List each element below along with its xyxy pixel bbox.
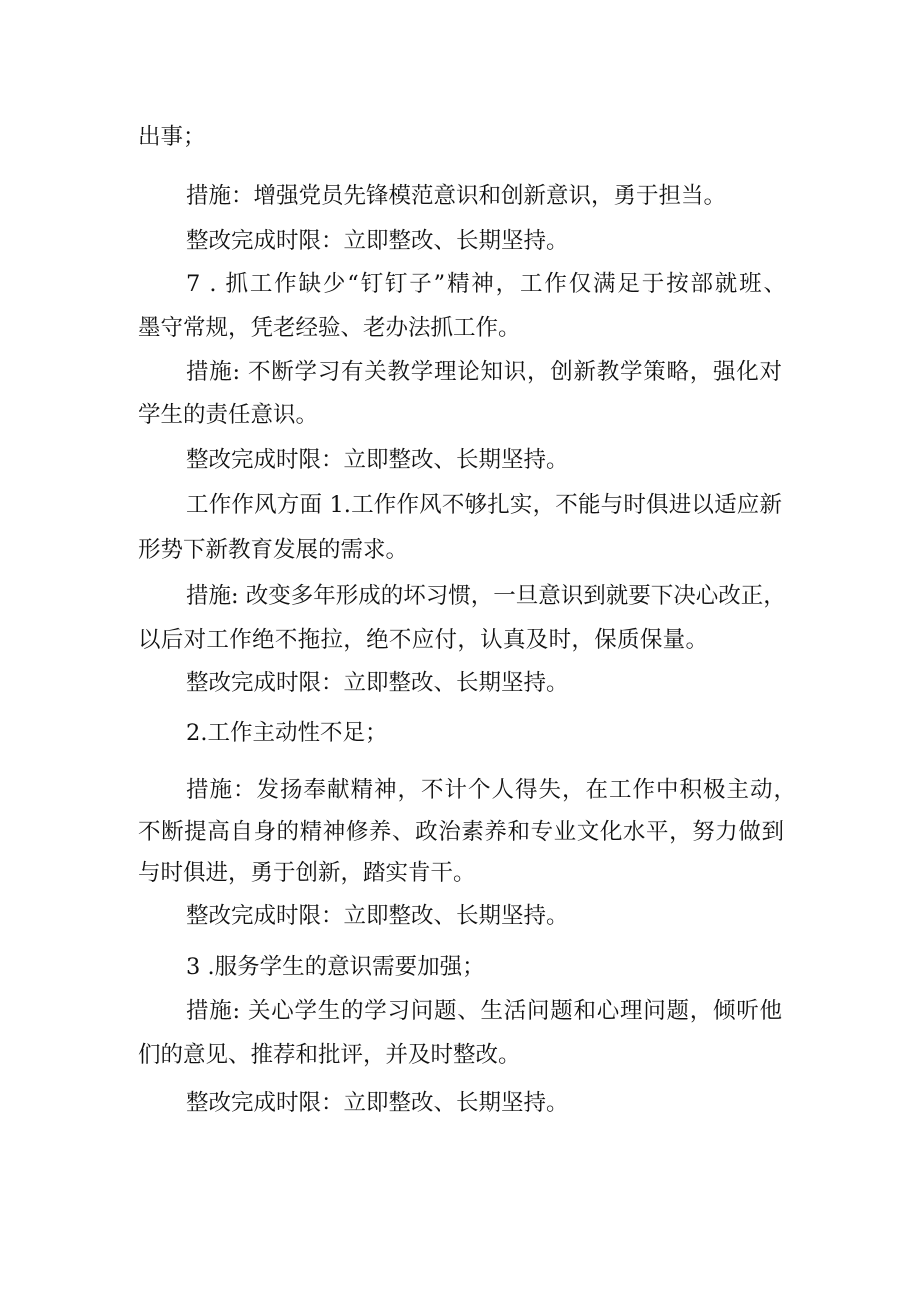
measure-continuation: 们的意见、推荐和批评，并及时整改。: [138, 1042, 521, 1068]
measure-continuation: 不断提高自身的精神修养、政治素养和专业文化水平，努力做到: [138, 819, 784, 845]
deadline-paragraph: 整改完成时限：立即整改、长期坚持。: [186, 1090, 569, 1116]
issue-7-heading: 7 . 抓工作缺少“钉钉子”精神，工作仅满足于按部就班、: [186, 271, 786, 297]
deadline-paragraph: 整改完成时限：立即整改、长期坚持。: [186, 228, 569, 254]
measure-continuation: 与时俱进，勇于创新，踏实肯干。: [138, 860, 476, 886]
measure-paragraph: 措施：发扬奉献精神，不计个人得失，在工作中积极主动，: [186, 777, 796, 803]
measure-paragraph: 措施: 改变多年形成的坏习惯，一旦意识到就要下决心改正，: [186, 583, 786, 609]
measure-continuation: 以后对工作绝不拖拉，绝不应付，认真及时，保质保量。: [138, 627, 708, 653]
measure-paragraph: 措施: 不断学习有关教学理论知识，创新教学策略，强化对: [186, 359, 782, 385]
measure-paragraph: 措施：增强党员先锋模范意识和创新意识，勇于担当。: [186, 183, 727, 209]
work-style-section-heading: 工作作风方面 1.工作作风不够扎实，不能与时俱进以适应新: [186, 492, 782, 518]
issue-3-heading: 3 .服务学生的意识需要加强；: [186, 954, 485, 980]
deadline-paragraph: 整改完成时限：立即整改、长期坚持。: [186, 903, 569, 929]
text-line-continuation: 出事；: [138, 124, 206, 150]
issue-2-heading: 2.工作主动性不足；: [186, 720, 388, 746]
measure-continuation: 学生的责任意识。: [138, 402, 319, 428]
work-style-continuation: 形势下新教育发展的需求。: [138, 537, 409, 563]
deadline-paragraph: 整改完成时限：立即整改、长期坚持。: [186, 670, 569, 696]
measure-paragraph: 措施: 关心学生的学习问题、生活问题和心理问题，倾听他: [186, 998, 782, 1024]
issue-7-continuation: 墨守常规，凭老经验、老办法抓工作。: [138, 315, 521, 341]
deadline-paragraph: 整改完成时限：立即整改、长期坚持。: [186, 447, 569, 473]
